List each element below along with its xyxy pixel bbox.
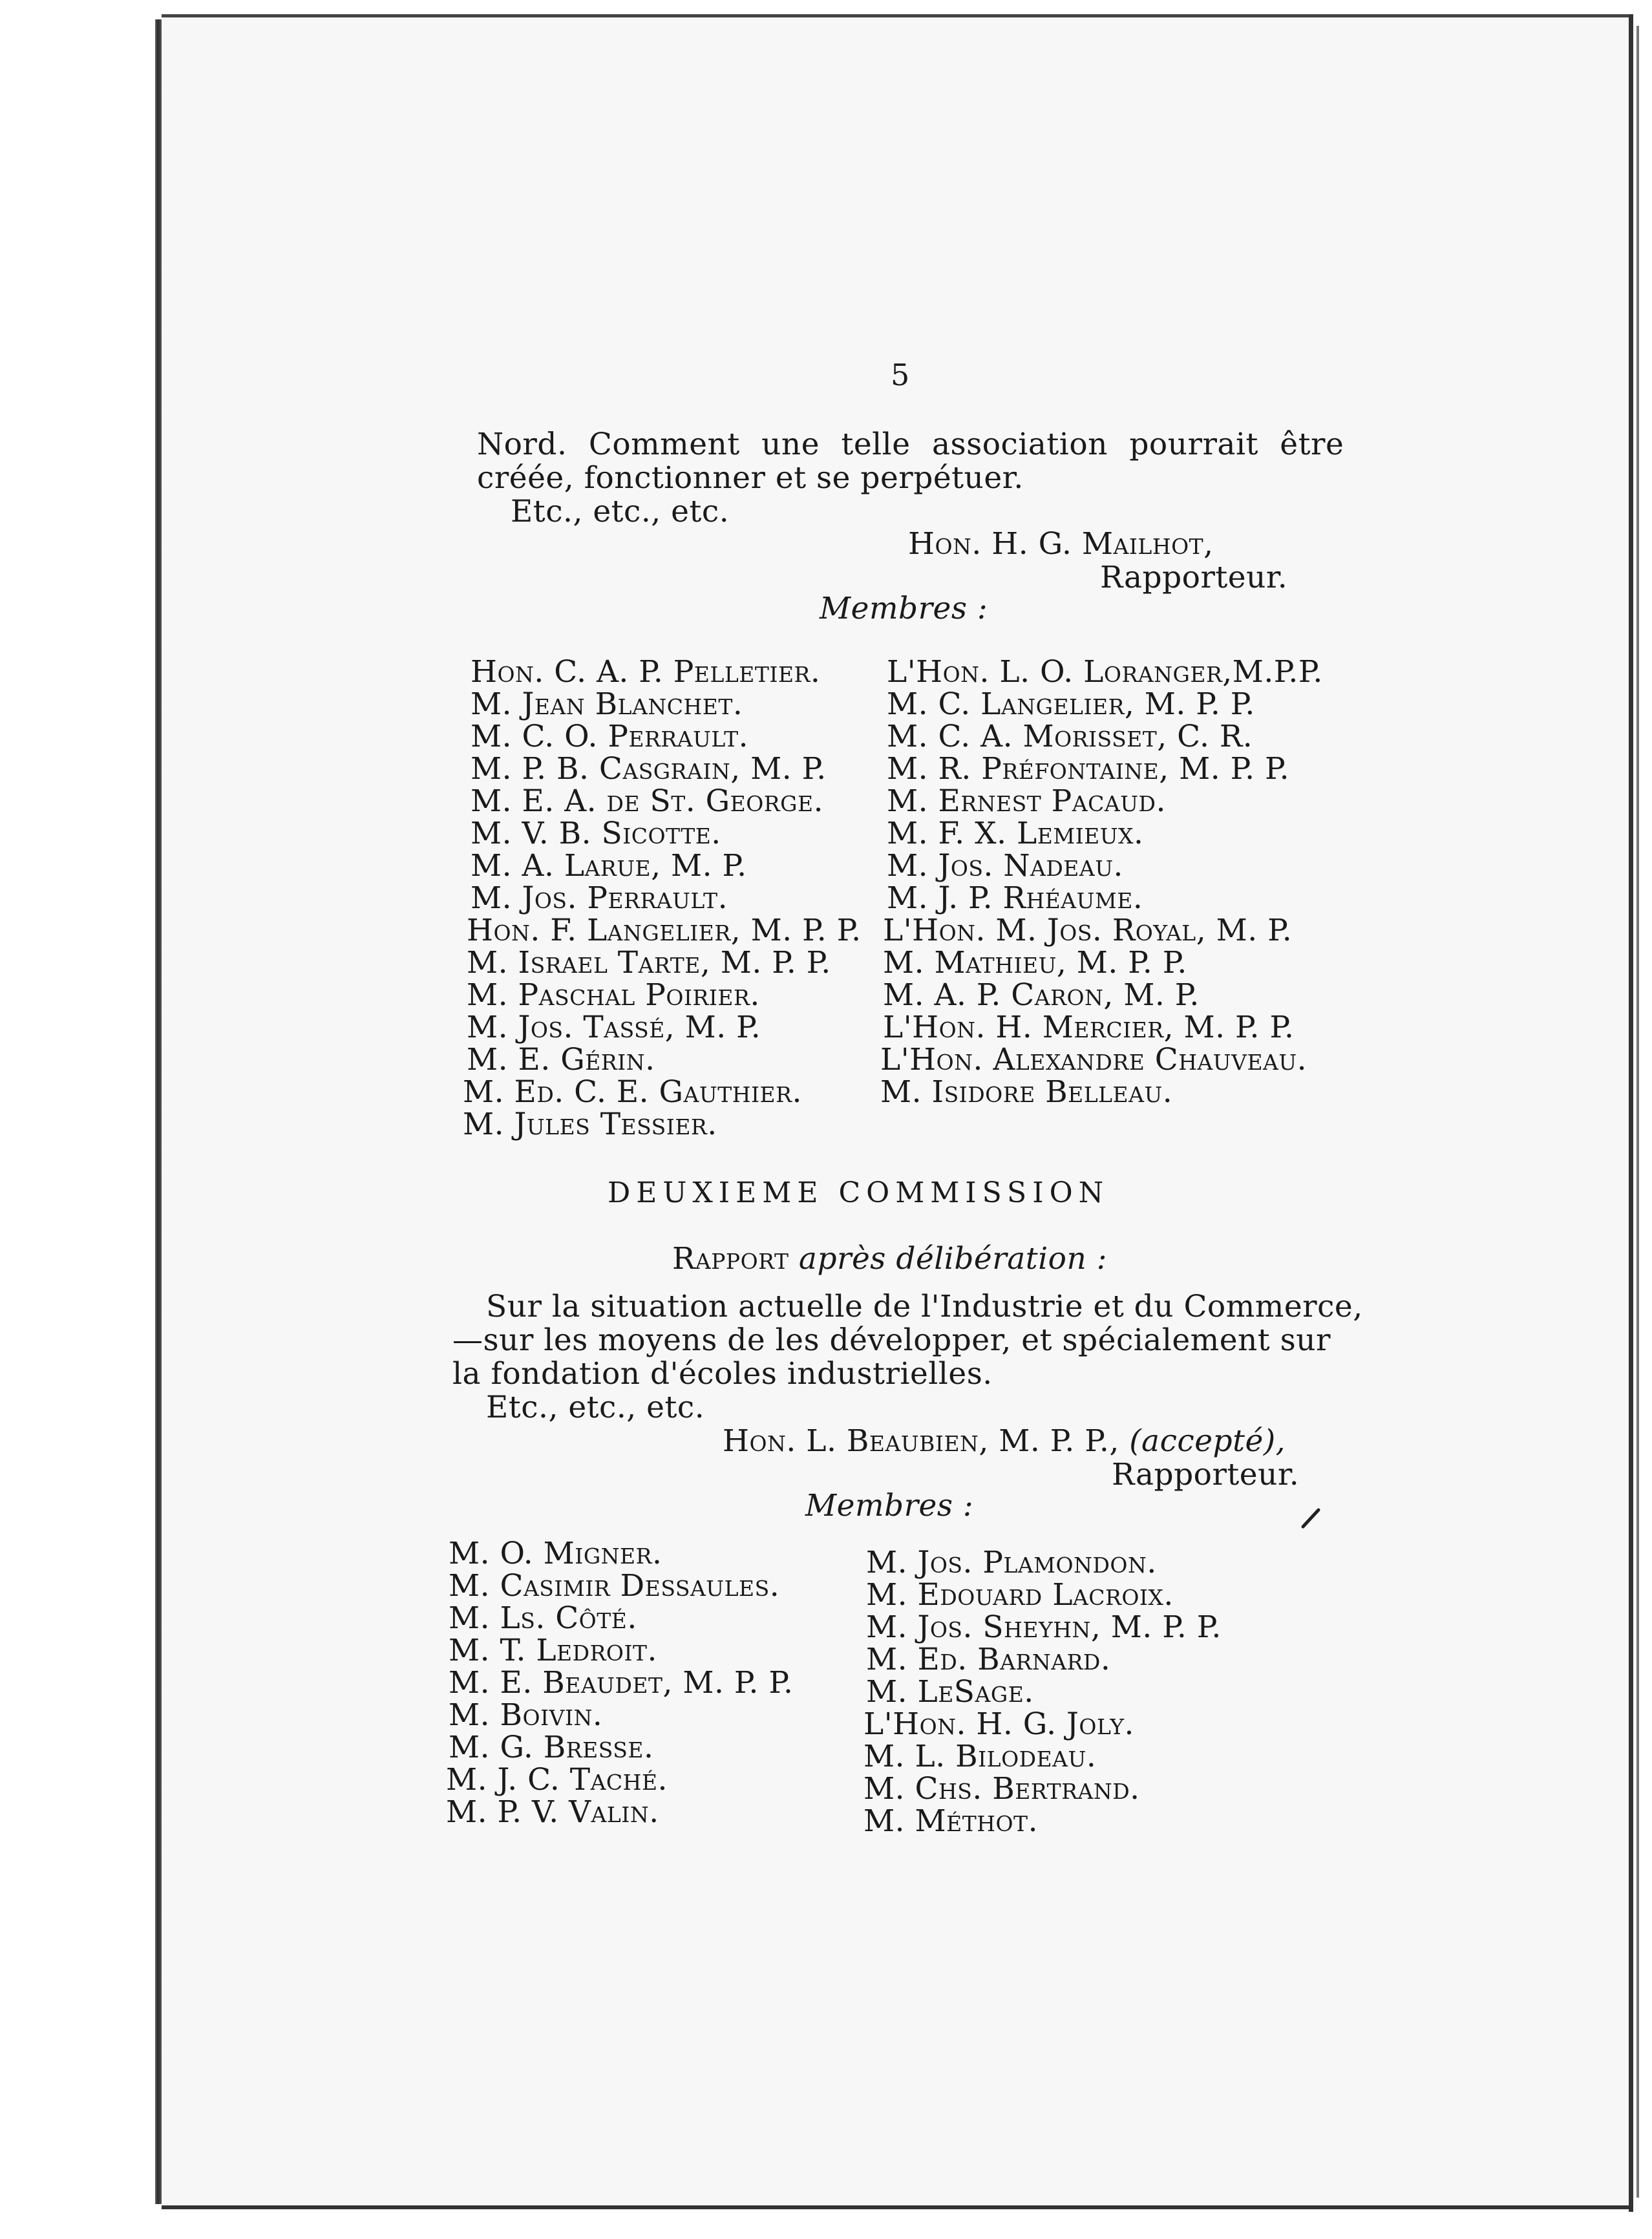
rapporteur-name-2: Hon. L. Beaubien, M. P. P., <box>723 1423 1119 1459</box>
list-item: M. Jos. Sheyhn, M. P. P. <box>866 1609 1222 1645</box>
pen-mark <box>1299 1505 1325 1531</box>
page-edge-right-shadow <box>1636 26 1639 2198</box>
list-item: M. Isidore Belleau. <box>880 1074 1173 1110</box>
scan-margin <box>0 0 160 2239</box>
list-item: M. Chs. Bertrand. <box>863 1771 1140 1807</box>
members-heading-1: Membres : <box>820 591 988 626</box>
list-item: M. P. B. Casgrain, M. P. <box>471 751 827 787</box>
list-item: L'Hon. Alexandre Chauveau. <box>880 1042 1308 1077</box>
page-number: 5 <box>891 357 910 392</box>
page-edge-right <box>1629 14 1633 2212</box>
page-edge-bottom <box>162 2205 1633 2209</box>
page-edge-left <box>155 19 162 2204</box>
rapporteur-name-1: Hon. H. G. Mailhot, <box>908 526 1214 562</box>
list-item: M. T. Ledroit. <box>449 1633 657 1668</box>
list-item: M. Boivin. <box>449 1697 603 1733</box>
list-item: L'Hon. H. Mercier, M. P. P. <box>883 1010 1295 1045</box>
list-item: M. G. Bresse. <box>449 1730 654 1765</box>
list-item: M. C. Langelier, M. P. P. <box>887 686 1255 722</box>
page-edge-top <box>162 14 1633 17</box>
list-item: M. Mathieu, M. P. P. <box>883 945 1187 981</box>
list-item: M. Jean Blanchet. <box>471 686 743 722</box>
paragraph-etc: Etc., etc., etc. <box>486 1390 705 1425</box>
list-item: M. Jules Tessier. <box>463 1107 717 1142</box>
paragraph-line-1: Sur la situation actuelle de l'Industrie et du Commerce, <box>486 1289 1363 1324</box>
list-item: M. E. Beaudet, M. P. P. <box>449 1665 794 1701</box>
members-heading-2: Membres : <box>805 1488 974 1523</box>
paragraph-line-3: la fondation d'écoles industrielles. <box>452 1356 993 1392</box>
list-item: M. Israel Tarte, M. P. P. <box>467 945 831 981</box>
paragraph-line-2: —sur les moyens de les développer, et spécialement sur <box>452 1322 1331 1358</box>
list-item: M. LeSage. <box>866 1674 1034 1710</box>
list-item: M. Casimir Dessaules. <box>449 1568 780 1604</box>
list-item: M. R. Préfontaine, M. P. P. <box>887 751 1290 787</box>
list-item: M. F. X. Lemieux. <box>887 816 1144 851</box>
list-item: M. L. Bilodeau. <box>863 1739 1097 1774</box>
rapport-label: Rapport <box>672 1241 789 1277</box>
list-item: M. Ed. C. E. Gauthier. <box>463 1074 802 1110</box>
list-item: L'Hon. M. Jos. Royal, M. P. <box>883 913 1293 948</box>
list-item: M. Jos. Plamondon. <box>866 1545 1157 1580</box>
list-item: M. Ed. Barnard. <box>866 1642 1111 1677</box>
list-item: M. C. O. Perrault. <box>471 719 749 754</box>
rapporteur-title-1: Rapporteur. <box>1100 560 1288 595</box>
list-item: M. Ernest Pacaud. <box>887 783 1166 819</box>
list-item: M. J. C. Taché. <box>446 1762 668 1798</box>
list-item: M. Jos. Tassé, M. P. <box>467 1010 761 1045</box>
page-sheet <box>162 17 1629 2208</box>
list-item: M. Jos. Perrault. <box>471 880 728 916</box>
list-item: M. Paschal Poirier. <box>467 977 760 1013</box>
rapporteur-note-2: (accepté), <box>1129 1423 1286 1459</box>
list-item: M. V. B. Sicotte. <box>471 816 721 851</box>
list-item: M. Méthot. <box>863 1803 1039 1839</box>
list-item: M. O. Migner. <box>449 1536 662 1571</box>
list-item: M. A. Larue, M. P. <box>471 848 747 884</box>
section-heading: DEUXIEME COMMISSION <box>608 1176 1110 1209</box>
rapport-caption <box>672 1241 1107 1277</box>
list-item: M. Ls. Côté. <box>449 1600 637 1636</box>
list-item: M. E. Gérin. <box>467 1042 655 1077</box>
list-item: Hon. F. Langelier, M. P. P. <box>467 913 862 948</box>
list-item: M. A. P. Caron, M. P. <box>883 977 1200 1013</box>
intro-line-1: Nord. Comment une telle association pourrait être <box>477 427 1344 462</box>
list-item: M. Jos. Nadeau. <box>887 848 1123 884</box>
list-item: L'Hon. H. G. Joly. <box>863 1706 1134 1742</box>
intro-etc: Etc., etc., etc. <box>511 494 730 529</box>
list-item: M. C. A. Morisset, C. R. <box>887 719 1253 754</box>
list-item: M. E. A. de St. George. <box>471 783 824 819</box>
list-item: M. Edouard Lacroix. <box>866 1577 1174 1613</box>
list-item: L'Hon. L. O. Loranger,M.P.P. <box>887 654 1323 690</box>
rapporteur-title-2: Rapporteur. <box>1112 1457 1300 1492</box>
rapporteur-line-2 <box>723 1423 1286 1459</box>
list-item: M. P. V. Valin. <box>446 1794 659 1830</box>
list-item: Hon. C. A. P. Pelletier. <box>471 654 821 690</box>
rapport-qualifier: après délibération : <box>798 1241 1107 1277</box>
intro-line-2: créée, fonctionner et se perpétuer. <box>477 460 1024 496</box>
list-item: M. J. P. Rhéaume. <box>887 880 1143 916</box>
